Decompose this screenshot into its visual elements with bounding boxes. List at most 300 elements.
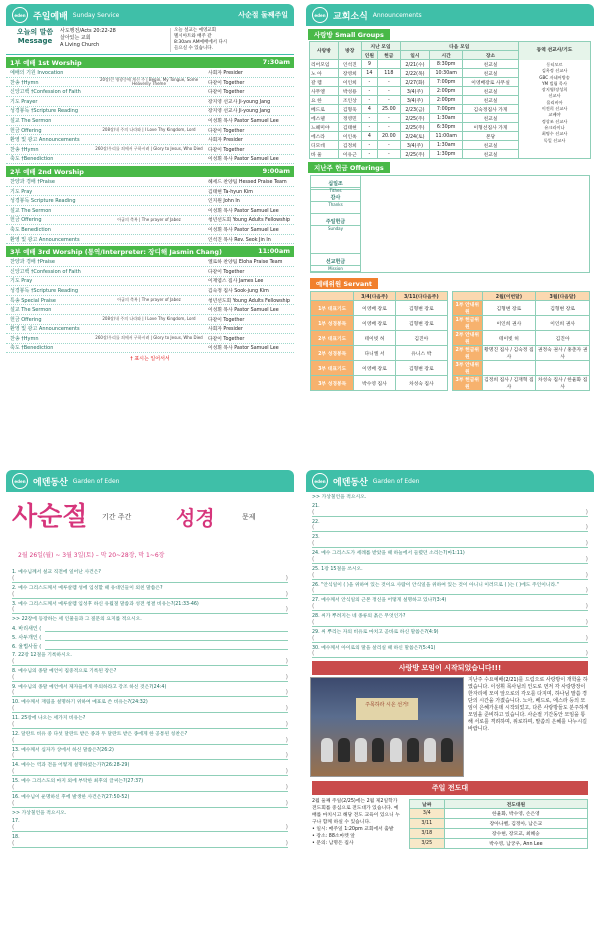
table-cell: 김형욱	[338, 105, 361, 114]
table-cell: 3부 대표기도	[311, 361, 354, 376]
table-cell: 친교실	[463, 141, 519, 150]
table-row	[311, 331, 448, 346]
order-leader: 사회자 Presider	[208, 138, 243, 144]
table-row	[310, 60, 519, 69]
table-cell: 인석진	[338, 60, 361, 69]
table-cell: 친교실	[463, 96, 519, 105]
order-row	[6, 145, 294, 155]
table-cell: 박수영 집사	[354, 376, 395, 391]
table-cell: 사무엘	[310, 87, 339, 96]
eden-left-header	[6, 470, 294, 492]
eden-left-title: 에덴동산	[33, 477, 68, 488]
order-leader: 청년선도회 Young Adults Fellowship	[208, 218, 290, 224]
table-cell: 3/25	[409, 839, 444, 849]
answer-line	[312, 525, 588, 532]
quiz-label-line	[12, 634, 288, 641]
small-groups-block	[306, 41, 594, 159]
answer-line	[12, 706, 288, 713]
answer-line	[45, 635, 288, 641]
stand-note: † 표시는 일어서서	[130, 356, 170, 363]
table-cell: -	[361, 114, 377, 123]
col-group: 사랑방	[310, 42, 339, 60]
worship-header	[6, 4, 294, 26]
order-item: 찬양과 경배 †Praise	[10, 178, 55, 185]
order-item: 환영 및 광고 Announcements	[10, 236, 80, 243]
table-cell: 8:30pm	[430, 60, 463, 69]
news-section	[306, 677, 594, 777]
table-cell: 2부 안내위원	[453, 331, 483, 346]
table-cell: -	[378, 96, 400, 105]
notice-line: 8:30am AM예배에서 다시	[174, 40, 228, 46]
col-last-meeting: 지난 모임	[361, 42, 400, 51]
order-leader: 이성휘 목사 Pastor Samuel Lee	[208, 227, 279, 233]
table-cell: 3부 안내위원	[453, 361, 483, 376]
order-leader: 인석진 목사 Rev. Seok Jin In	[208, 237, 271, 243]
eden-logo-icon: eden	[312, 7, 328, 23]
col-time: 시간	[430, 51, 463, 60]
order-item: 찬송 †Hymn	[10, 79, 39, 86]
table-row	[311, 316, 448, 331]
quiz-question: 8. 예수님의 종말 예언이 집중적으로 기록된 장은?	[12, 668, 117, 674]
table-row	[310, 96, 519, 105]
eden-right-title: 에덴동산	[333, 477, 368, 488]
order-row	[6, 257, 294, 267]
offering-en: Sunday	[328, 226, 343, 231]
order-row	[6, 334, 294, 344]
table-cell: 1:30am	[430, 114, 463, 123]
evangel-section	[306, 797, 594, 851]
table-cell: 2/27(화)	[400, 78, 430, 87]
table-row	[310, 123, 519, 132]
table-cell: 11:00am	[430, 132, 463, 141]
table-cell: 3/4(주)	[400, 87, 430, 96]
order-hymn: 아굽의 축복 | The prayer of Jabez	[117, 216, 181, 222]
quiz-question: 7. 22장 12절을 기록하시오.	[12, 653, 72, 658]
evangel-line: • 일시: 매주일 1:20pm 교회에서 출발	[312, 827, 394, 833]
announcements-header	[306, 4, 594, 26]
offerings-values	[361, 176, 589, 272]
table-row	[453, 361, 590, 376]
order-row	[6, 277, 294, 287]
answer-line	[12, 769, 288, 776]
table-cell: 박성용	[338, 87, 361, 96]
table-cell: 3/18	[409, 829, 444, 839]
answer-line	[12, 607, 288, 614]
table-cell: 친교실	[463, 60, 519, 69]
table-cell: 2부 헌금위원	[453, 346, 483, 361]
table-cell: -	[378, 141, 400, 150]
photo-banner: 주목하라 시온 선거!	[356, 698, 418, 720]
table-cell: 7:00pm	[430, 78, 463, 87]
order-row	[6, 196, 294, 206]
worship-title: 주일예배	[33, 11, 68, 22]
sermon-title-en: A Living Church	[60, 41, 100, 48]
offering-ko: 선교헌금	[311, 256, 360, 266]
offering-en: Tithes	[329, 188, 342, 193]
table-cell: -	[361, 78, 377, 87]
table-cell: 7:00pm	[430, 105, 463, 114]
order-item: 헌금 Offering	[10, 127, 42, 134]
order-row	[6, 206, 294, 216]
answer-line	[312, 604, 588, 611]
third-worship-bar	[6, 246, 294, 257]
table-cell: -	[378, 114, 400, 123]
table-cell: 118	[378, 69, 400, 78]
missionary-item: 최명수 선교사	[541, 131, 568, 137]
table-row	[311, 301, 448, 316]
message-notice	[170, 28, 290, 52]
order-row	[6, 97, 294, 107]
quiz-question: 2. 예수 그리스도께서 예루살렘 성에 입성할 때 유대인들이 외친 말씀은?	[12, 585, 163, 591]
table-cell: 차성숙 집사	[395, 376, 447, 391]
order-row	[6, 155, 294, 165]
eden-logo-icon: eden	[312, 473, 328, 489]
table-cell: 김정희 집사 / 김재혁 집사	[482, 376, 536, 391]
table-cell: 1부 성경봉독	[311, 316, 354, 331]
col-date: 날짜	[409, 800, 444, 809]
table-cell: 김형변 장로	[536, 301, 590, 316]
table-cell: 에스델	[310, 114, 339, 123]
table-cell: 3부 헌금위원	[453, 376, 483, 391]
answer-line	[12, 825, 288, 832]
order-item: 환영 및 광고 Announcements	[10, 137, 80, 144]
table-cell: 테이빗 허	[354, 331, 395, 346]
eden-logo-icon: eden	[12, 7, 28, 23]
offerings-label: 지난주 헌금 Offerings	[308, 162, 390, 173]
table-cell: 9	[361, 60, 377, 69]
offering-en: Mission	[328, 266, 343, 271]
order-item: 설교 The Sermon	[10, 207, 52, 214]
second-worship-bar	[6, 166, 294, 177]
small-groups-label: 사랑방 Small Groups	[308, 29, 390, 40]
missionary-item: 교베야	[548, 112, 561, 118]
table-cell: 장수현, 장모교, 최혜숭	[444, 829, 587, 839]
quiz-question: 24. 예수 그리스도가 세례를 받았을 때 하늘에서 들렸던 소리는?(마1:11)	[312, 551, 465, 556]
col-next-meeting: 다음 모임	[400, 42, 518, 51]
servant-col: 3월(다음달)	[536, 292, 590, 301]
order-row	[6, 87, 294, 97]
evangel-line: 2월 둘째 주일(2/25)에는 2월 제2일학가 전도회를 중심으로 전도대가 있습니다. 예배를 마치시고 해당 전도 교육이 있으니 누구나 함께 하실 수 있습니다.	[312, 799, 400, 826]
order-row	[6, 107, 294, 117]
answer-line	[12, 722, 288, 729]
quiz-question: 28. 씨가 뿌려지는 네 종류의 흙은 무엇인가?	[312, 614, 406, 619]
table-cell: 이영배 장로	[354, 361, 395, 376]
order-row	[6, 267, 294, 277]
order-item: 헌금 Offering	[10, 217, 42, 224]
table-cell: 정영민	[338, 114, 361, 123]
quiz-question: 17.	[12, 819, 20, 825]
missionary-item: 독일 선교사	[543, 137, 566, 143]
table-cell: 14	[361, 69, 377, 78]
third-worship-order	[6, 257, 294, 353]
announcements-panel	[306, 4, 594, 464]
table-cell: -	[361, 150, 377, 159]
order-item: 찬송 †Hymn	[10, 146, 39, 153]
missionary-item: 유크라이나	[544, 124, 565, 130]
order-row	[6, 315, 294, 325]
order-leader: 장지영 선교사 Ji-young Jang	[208, 99, 271, 105]
order-leader: 김태현 Ta-hyun Kim	[208, 189, 253, 195]
missionary-item: 선교사	[548, 93, 561, 99]
answer-line	[312, 588, 588, 595]
order-leader: 사회자 Presider	[208, 327, 243, 333]
table-cell: 2부 성경봉독	[311, 346, 354, 361]
table-cell: 장아나벨, 김정아, 남은교	[444, 819, 587, 829]
table-cell: 김형변 장로	[395, 301, 447, 316]
table-cell: 2/25(주)	[400, 114, 430, 123]
answer-line	[12, 592, 288, 599]
order-leader: 김숙정 집사 Sook-jung Kim	[208, 288, 269, 294]
table-cell: 3/4(주)	[400, 96, 430, 105]
worship-panel	[6, 4, 294, 464]
evangel-line: • 문의: 남명돈 집사	[312, 840, 354, 846]
table-cell: -	[361, 123, 377, 132]
table-cell: 베드로	[310, 105, 339, 114]
order-hymn: 20장/큰 영광중에 계신 주 | Begin, My Tongue, Some Heavenly Theme	[99, 76, 199, 87]
lent-title: 사순절	[12, 502, 88, 532]
notice-line: 오늘 설교는 예영교회	[174, 28, 216, 33]
offering-ko: 감사	[311, 192, 360, 202]
table-cell: 2/22(목)	[400, 69, 430, 78]
quiz-question: 11. 25장에 나오는 세가지 비유는?	[12, 716, 86, 721]
lent-bible-title	[6, 492, 294, 567]
order-leader: 다같이 Together	[208, 317, 245, 323]
order-item: 예배의 기원 Invocation	[10, 70, 64, 77]
eden-left-title-en: Garden of Eden	[72, 477, 120, 485]
missionary-item: GBC 자네어방송	[539, 74, 570, 80]
order-leader: 사회자 Presider	[208, 71, 243, 77]
table-cell: 1부 안내위원	[453, 301, 483, 316]
offering-label	[311, 190, 360, 214]
table-cell: 친교실	[463, 69, 519, 78]
table-cell: -	[378, 87, 400, 96]
table-cell: 3부 성경봉독	[311, 376, 354, 391]
third-worship-time: 11:00am	[258, 247, 290, 256]
order-item: 기도 Pray	[10, 188, 33, 195]
answer-line	[12, 690, 288, 697]
missionary-item: YM 빌립 목사	[541, 80, 567, 86]
offering-label	[311, 214, 360, 254]
quiz-label-line	[12, 625, 288, 632]
bible-title: 성경	[176, 506, 215, 530]
table-row	[310, 141, 519, 150]
order-leader: 엘로하 찬양팀 Eloha Praise Team	[208, 260, 283, 266]
order-item: 기도 Pray	[10, 278, 33, 285]
evangel-text	[312, 799, 403, 849]
order-hymn: 260장/우리를 죄에서 구하시려 | Glory to Jesus, Who Died	[95, 146, 203, 152]
table-row	[310, 105, 519, 114]
small-groups-table	[309, 41, 519, 159]
order-item: 찬양과 경배 †Praise	[10, 259, 55, 266]
order-leader: 이성휘 목사 Pastor Samuel Lee	[208, 157, 279, 163]
table-cell: 이인희	[338, 78, 361, 87]
table-cell: 본당	[463, 132, 519, 141]
answer-line	[12, 675, 288, 682]
eden-right-title-en: Garden of Eden	[372, 477, 420, 485]
order-leader: 다같이 Together	[208, 147, 245, 153]
table-cell: 리어모임	[310, 60, 339, 69]
col-offering: 헌금	[378, 51, 400, 60]
table-cell: 3/11	[409, 819, 444, 829]
table-cell	[536, 361, 590, 376]
table-cell: 다니엘 서	[354, 346, 395, 361]
order-item: 찬송 †Hymn	[10, 335, 39, 342]
table-cell: 김형변 장로	[395, 316, 447, 331]
answer-line	[12, 738, 288, 745]
table-cell: 김형변 장로	[395, 361, 447, 376]
order-item: 성경봉독 Scripture Reading	[10, 198, 76, 205]
table-cell: 이인옥	[338, 132, 361, 141]
table-row	[310, 69, 519, 78]
quiz-dates: 2월 26일(월) ~ 3월 3일(토) – 막 20~28장, 막 1~6장	[18, 552, 165, 559]
offerings-box	[310, 175, 590, 273]
order-row	[6, 325, 294, 335]
missionary-item: 동티모르	[546, 62, 563, 67]
table-cell: 에스라	[310, 132, 339, 141]
quiz-question: 25. 1장 15절을 쓰시오.	[312, 566, 363, 572]
table-cell: 2부 대표기도	[311, 331, 354, 346]
evangel-line: • 장소: 88소마켓 앞	[312, 834, 355, 840]
announcements-title: 교회소식	[333, 11, 368, 22]
table-cell: 갈 렙	[310, 78, 339, 87]
table-cell: 이인희 권사	[482, 316, 536, 331]
table-cell	[482, 361, 536, 376]
quiz-question: 12. 달란트 비유 중 다섯 달란트 받은 종과 두 달란트 받은 종에게 한 공통된 칭찬은?	[12, 731, 188, 737]
quiz-question: 21.	[312, 503, 320, 509]
quiz-question: 27. 예수께서 안식일의 근본 정신을 어떻게 설명하고 있나?(3:4)	[312, 598, 447, 604]
eden-right-header	[306, 470, 594, 492]
table-cell: 차성숙 집사 / 한율화 집사	[536, 376, 590, 391]
order-leader: 다같이 Together	[208, 269, 245, 275]
order-leader: 청년선도회 Young Adults Fellowship	[208, 298, 290, 304]
table-row	[409, 819, 587, 829]
col-count: 인원	[361, 51, 377, 60]
col-members: 전도대원	[444, 800, 587, 809]
quiz-question: 15. 예수 그리스도의 마지 외에 부탁한 최후의 글씨는?(27:37)	[12, 779, 144, 784]
table-cell: 20.00	[378, 132, 400, 141]
table-cell	[378, 60, 400, 69]
quiz-question: 1. 예수님께서 설교 직전에 일어난 사건은?	[12, 570, 101, 575]
order-item: 환영 및 광고 Announcements	[10, 326, 80, 333]
table-cell: 한율화, 박수영, 손은영	[444, 809, 587, 819]
servant-readers-table	[310, 291, 448, 391]
table-cell: 친교실	[463, 114, 519, 123]
second-worship-order	[6, 177, 294, 244]
quiz-label-line	[12, 643, 288, 650]
notice-line: 멜시아트와 배주 같	[174, 34, 212, 40]
table-cell: 황명진 집사 / 김숙정 집사	[482, 346, 536, 361]
order-item: 성경봉독 †Scripture Reading	[10, 108, 78, 115]
order-leader: 헤세드 찬양팀 Hessed Praise Team	[208, 179, 287, 185]
answer-line	[12, 753, 288, 760]
col-date: 일시	[400, 51, 430, 60]
order-item: 기도 Prayer	[10, 98, 38, 105]
answer-line	[312, 557, 588, 564]
quiz-word: 문제	[242, 513, 256, 521]
table-cell: -	[378, 123, 400, 132]
order-hymn: 아굽의 축복 | The prayer of Jabez	[117, 296, 181, 302]
message-block	[6, 26, 294, 55]
order-leader: 다같이 Together	[208, 90, 245, 96]
order-row	[6, 296, 294, 306]
table-cell: 3/4(주)	[400, 141, 430, 150]
scripture: 사도행전/Acts 20:22-28	[60, 28, 116, 34]
table-cell: 김숙정집사 가게	[463, 105, 519, 114]
table-cell: 4	[361, 132, 377, 141]
quiz-question: >> 22장에 등장하는 세 인물들과 그 질문의 요지를 적으시오.	[12, 617, 142, 623]
order-row	[6, 344, 294, 354]
servant-col: 3/11(다다음주)	[395, 292, 447, 301]
missionary-item: 김옥정 선교사	[541, 68, 568, 74]
offering-ko: 십일조	[311, 178, 360, 188]
quiz-question: >> 가상칠언을 적으시오.	[12, 810, 67, 816]
quiz-question: 6. 율법사들 (	[12, 644, 42, 650]
table-cell: -	[378, 78, 400, 87]
order-item: 성경봉독 †Scripture Reading	[10, 287, 78, 294]
answer-line	[45, 626, 288, 632]
order-item: 헌금 Offering	[10, 316, 42, 323]
table-cell: 요 한	[310, 96, 339, 105]
answer-line	[312, 651, 588, 658]
table-row	[311, 346, 448, 361]
table-cell: 이영배장로 사무실	[463, 78, 519, 87]
order-item: 신앙고백 †Confession of Faith	[10, 89, 81, 96]
order-hymn: 208장/내 주의 나라와 | I Love Thy Kingdom, Lord	[102, 127, 196, 133]
table-cell: 2:00pm	[430, 96, 463, 105]
third-worship-title: 3부 예배 3rd Worship (통역/Interpreter: 장디해 Jasmin Chang)	[10, 248, 222, 257]
table-cell: 박수영, 남궁우, Ann Lee	[444, 839, 587, 849]
table-cell: -	[361, 141, 377, 150]
table-row	[310, 114, 519, 123]
table-cell: 1:30am	[430, 141, 463, 150]
table-row	[310, 87, 519, 96]
quiz-question: 3. 예수 그리스도께서 예루살렘 입성후 하신 유월절 말씀과 성전 청결 비유는?(21:33-46)	[12, 601, 199, 607]
table-row	[453, 316, 590, 331]
order-row	[6, 225, 294, 235]
announcements-title-en: Announcements	[372, 11, 422, 19]
missionary-item: 정상조 선교사	[541, 118, 568, 124]
table-cell: 2/23(금)	[400, 105, 430, 114]
table-cell: 유니스 박	[395, 346, 447, 361]
quiz-question: 22.	[312, 519, 320, 525]
table-row	[453, 331, 590, 346]
missionary-column	[519, 41, 591, 159]
quiz-question: 26. "안식일이 ( )을 위하여 있는 것이요 사람이 안식일을 위하여 있는 것이 아니니 이러므로 ( )는 ( )에도 주인이니라."	[312, 582, 559, 588]
offering-ko: 주일헌금	[311, 216, 360, 226]
servant-col	[453, 292, 483, 301]
table-row	[310, 78, 519, 87]
quiz-questions-continued	[306, 495, 594, 658]
table-row	[310, 150, 519, 159]
offering-label	[311, 176, 360, 193]
first-worship-order	[6, 68, 294, 164]
answer-line	[312, 541, 588, 548]
order-leader: 이성휘 목사 Pastor Samuel Lee	[208, 308, 279, 314]
order-row	[6, 305, 294, 315]
table-cell: 노 아	[310, 69, 339, 78]
order-leader: 장지영 선교사 Ji-young Jang	[208, 109, 271, 115]
table-cell: 김진아	[536, 331, 590, 346]
evangel-banner: 주일 전도대	[312, 781, 588, 795]
quiz-questions	[6, 570, 294, 848]
table-cell: 느헤미야	[310, 123, 339, 132]
missionary-item: 장지영/장성희	[541, 87, 568, 93]
order-item: 축도 Benediction	[10, 226, 51, 233]
table-row	[453, 376, 590, 391]
table-cell: 김정희	[338, 141, 361, 150]
answer-line	[312, 510, 588, 517]
table-cell: 10:30am	[430, 69, 463, 78]
